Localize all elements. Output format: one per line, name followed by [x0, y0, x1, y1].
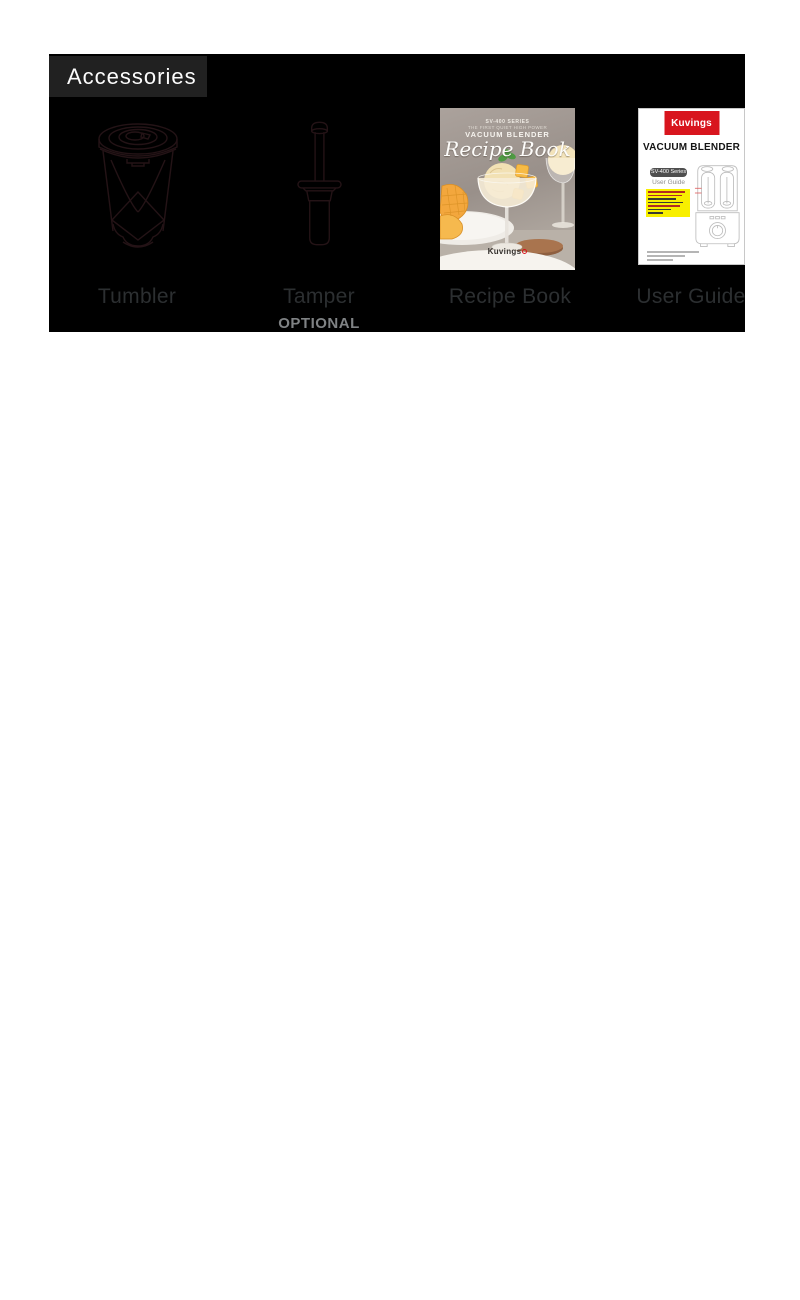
- recipe-book-image: [440, 108, 575, 270]
- user-guide-fineprint-line: [647, 255, 685, 257]
- user-guide-doc-title: User Guide: [652, 179, 685, 186]
- recipe-book-tagline: THE FIRST QUIET HIGH POWER: [467, 125, 548, 130]
- tamper-optional-note: OPTIONAL: [278, 315, 360, 332]
- user-guide-warning-highlight: [646, 189, 690, 217]
- kuvings-logo: Kuvings: [671, 117, 712, 129]
- tumbler-line-art: [96, 118, 180, 254]
- recipe-book-series: SV-400 SERIES: [485, 119, 530, 125]
- label-tamper: Tamper: [283, 285, 355, 308]
- recipe-book-title: Recipe Book: [444, 137, 571, 161]
- section-title-box: [49, 56, 207, 97]
- kuvings-logo-box: [664, 111, 719, 135]
- user-guide-image: [638, 108, 745, 265]
- tamper-line-art: [297, 119, 342, 249]
- user-guide-product: VACUUM BLENDER: [642, 142, 741, 153]
- accessories-panel: [49, 54, 745, 332]
- label-tumbler: Tumbler: [97, 285, 177, 308]
- recipe-book-brand-logo: Kuvings: [440, 247, 575, 256]
- label-user-guide: User Guide: [636, 285, 746, 308]
- label-recipe-book: Recipe Book: [448, 285, 572, 308]
- user-guide-fineprint-line: [647, 259, 673, 261]
- recipe-book-product: VACUUM BLENDER: [465, 130, 550, 139]
- blender-line-art: [694, 161, 741, 256]
- user-guide-fineprint-line: [647, 251, 699, 253]
- section-title: Accessories: [67, 63, 197, 89]
- user-guide-series-badge: SV-400 Series: [650, 169, 687, 175]
